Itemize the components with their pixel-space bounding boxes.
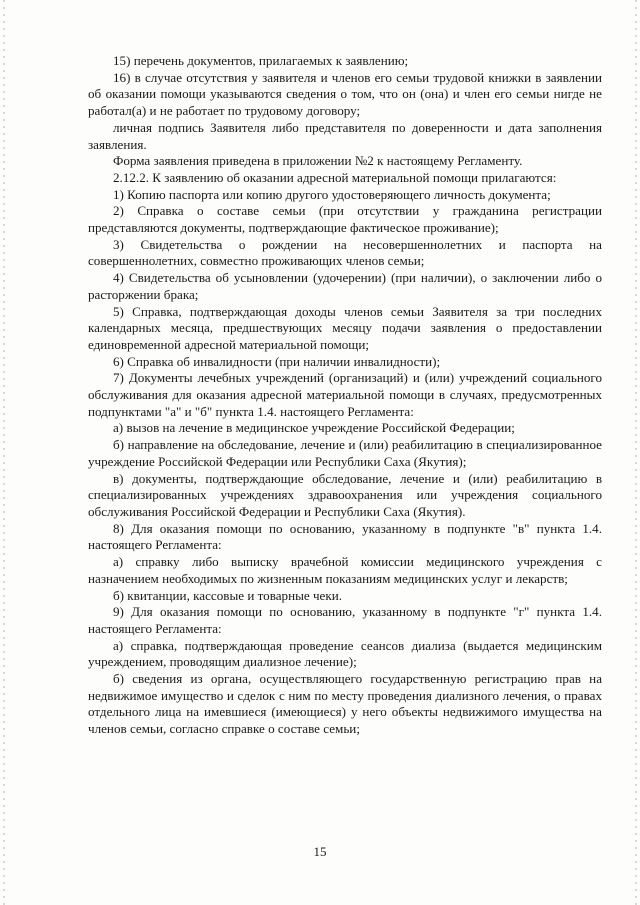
document-body (88, 53, 602, 738)
paragraph: 2.12.2. К заявлению об оказании адресной материальной помощи прилагаются: (113, 169, 557, 185)
paragraph: 2) Справка о составе семьи (при отсутствии у гражданина регистрации представляются документы, подтверждающие фактическое проживание); (88, 203, 602, 236)
paragraph: 16) в случае отсутствия у заявителя и членов его семьи трудовой книжки в заявлении об оказании помощи указываются сведения о том, что он (она) и член его семьи нигде не работал(а) и не работает по трудовому договору; (88, 69, 602, 119)
paragraph: 7) Документы лечебных учреждений (организаций) и (или) учреждений социального обслуживания для оказания адресной материальной помощи в случаях, предусмотренных подпунктами "а" и "б" пункта 1.4. настоящего Регламента: (88, 370, 602, 419)
paragraph: а) вызов на лечение в медицинское учреждение Российской Федерации; (113, 420, 515, 436)
paragraph: личная подпись Заявителя либо представителя по доверенности и дата заполнения заявления. (88, 119, 602, 152)
paragraph: б) сведения из органа, осуществляющего государственную регистрацию прав на недвижимое имущество и сделок с ним по месту проведения диализного лечения, о правах отдельного лица на имевшиеся (имеющиеся) у него объекты недвижимого имущества на членов семьи, согласно справке о составе семьи; (88, 671, 602, 737)
paragraph: 3) Свидетельства о рождении на несовершеннолетних и паспорта на совершеннолетних, совместно проживающих членов семьи; (88, 236, 602, 269)
paragraph: а) справка, подтверждающая проведение сеансов диализа (выдается медицинским учреждением, проводящим диализное лечение); (88, 637, 602, 670)
page-number: 15 (313, 844, 327, 859)
paragraph: 5) Справка, подтверждающая доходы членов семьи Заявителя за три последних календарных месяца, предшествующих месяцу подачи заявления о предоставлении единовременной адресной материальной помощи; (88, 303, 602, 352)
paragraph: Форма заявления приведена в приложении №2 к настоящему Регламенту. (113, 153, 523, 169)
paragraph: 9) Для оказания помощи по основанию, указанному в подпункте "г" пункта 1.4. настоящего Регламента: (88, 604, 602, 636)
paragraph: 15) перечень документов, прилагаемых к заявлению; (113, 53, 409, 68)
paragraph: 8) Для оказания помощи по основанию, указанному в подпункте "в" пункта 1.4. настоящего Регламента: (88, 520, 602, 553)
paragraph: 4) Свидетельства об усыновлении (удочерении) (при наличии), о заключении либо о расторжении брака; (88, 270, 602, 302)
paragraph: 6) Справка об инвалидности (при наличии инвалидности); (113, 353, 441, 369)
paragraph: б) квитанции, кассовые и товарные чеки. (113, 587, 342, 603)
paragraph: б) направление на обследование, лечение и (или) реабилитацию в специализированное учреждение Российской Федерации или Республики Саха (Якутия); (88, 437, 602, 469)
paragraph: а) справку либо выписку врачебной комиссии медицинского учреждения с назначением необходимых по жизненным показаниям медицинских услуг и лекарств; (88, 554, 602, 586)
scan-edge-left (3, 0, 5, 905)
paragraph: 1) Копию паспорта или копию другого удостоверяющего личность документа; (113, 186, 551, 202)
paragraph: в) документы, подтверждающие обследование, лечение и (или) реабилитацию в специализированных учреждениях здравоохранения или учреждения социального обслуживания Российской Федерации и Республики Саха (Якутия). (88, 470, 602, 519)
scan-edge-right (635, 0, 637, 905)
